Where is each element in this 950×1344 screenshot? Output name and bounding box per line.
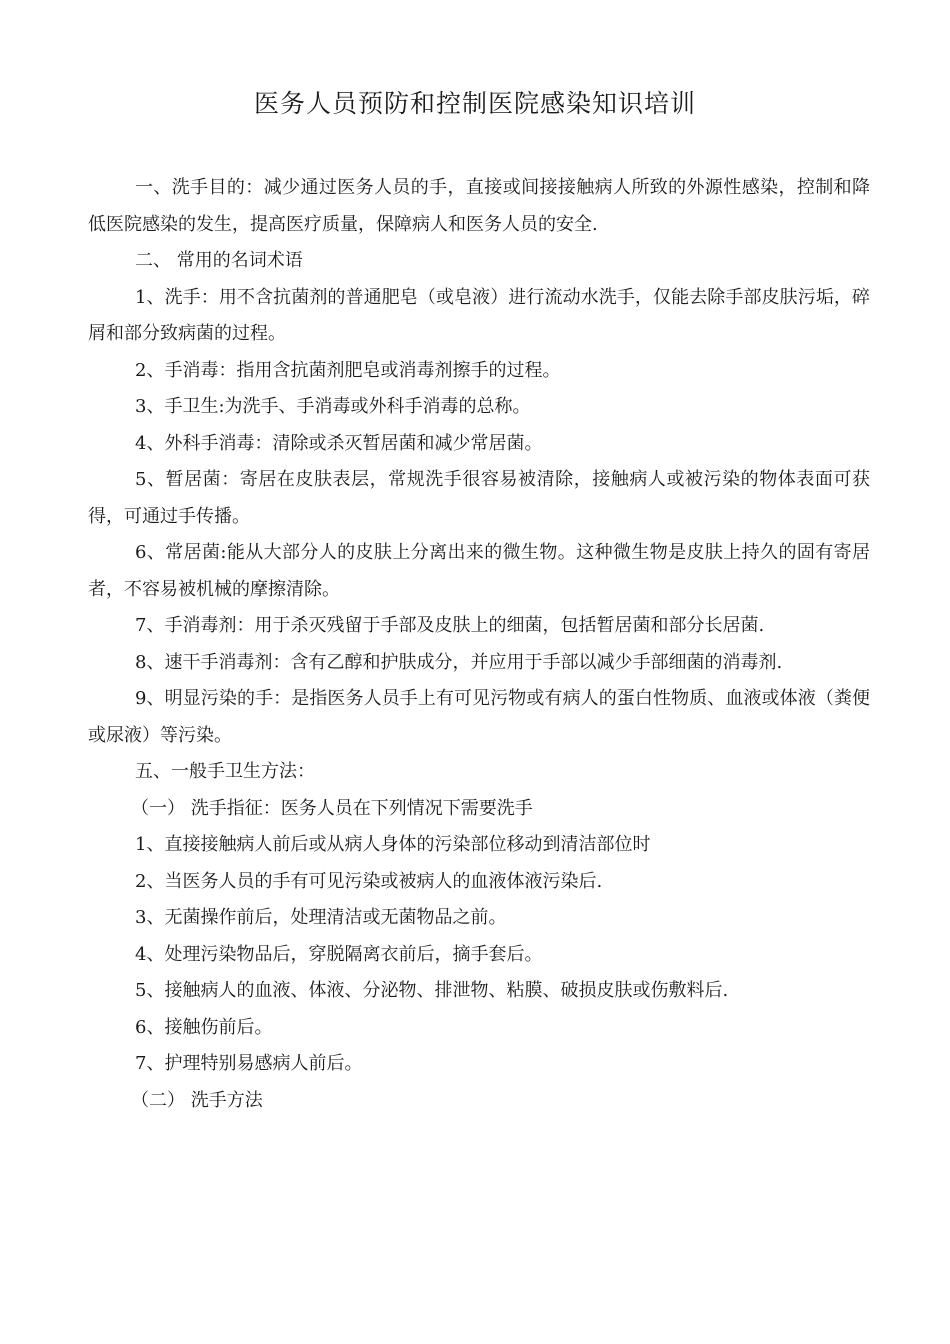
paragraph-term-6: 6、常居菌:能从大部分人的皮肤上分离出来的微生物。这种微生物是皮肤上持久的固有寄居者，不容易被机械的摩擦清除。 [88, 542, 870, 600]
paragraph-indication-5: 5、接触病人的血液、体液、分泌物、排泄物、粘膜、破损皮肤或伤敷料后. [135, 980, 729, 1001]
paragraph-terms-heading: 二、 常用的名词术语 [135, 250, 303, 271]
paragraph-indication-1: 1、直接接触病人前后或从病人身体的污染部位移动到清洁部位时 [135, 834, 651, 855]
paragraph-purpose: 一、洗手目的：减少通过医务人员的手，直接或间接接触病人所致的外源性感染，控制和降低医院感染的发生，提高医疗质量，保障病人和医务人员的安全. [88, 177, 870, 235]
paragraph-term-2: 2、手消毒：指用含抗菌剂肥皂或消毒剂擦手的过程。 [135, 359, 561, 381]
paragraph-indication-3: 3、无菌操作前后，处理清洁或无菌物品之前。 [135, 907, 507, 928]
paragraph-term-7: 7、手消毒剂：用于杀灭残留于手部及皮肤上的细菌，包括暂居菌和部分长居菌. [135, 615, 765, 636]
paragraph-term-5: 5、暂居菌：寄居在皮肤表层，常规洗手很容易被清除，接触病人或被污染的物体表面可获得，可通过手传播。 [88, 469, 870, 527]
paragraph-indication-2: 2、当医务人员的手有可见污染或被病人的血液体液污染后. [135, 870, 603, 892]
paragraph-term-3: 3、手卫生:为洗手、手消毒或外科手消毒的总称。 [135, 396, 531, 417]
paragraph-term-1: 1、洗手：用不含抗菌剂的普通肥皂（或皂液）进行流动水洗手，仅能去除手部皮肤污垢，碎屑和部分致病菌的过程。 [88, 286, 870, 344]
paragraph-subheading-method: （二） 洗手方法 [131, 1089, 263, 1111]
document-title: 医务人员预防和控制医院感染知识培训 [253, 89, 696, 118]
paragraph-term-4: 4、外科手消毒：清除或杀灭暂居菌和减少常居菌。 [135, 432, 543, 454]
paragraph-indication-7: 7、护理特别易感病人前后。 [135, 1053, 363, 1074]
paragraph-method-heading: 五、一般手卫生方法： [135, 761, 315, 782]
paragraph-indication-6: 6、接触伤前后。 [135, 1016, 273, 1038]
paragraph-indication-4: 4、处理污染物品后，穿脱隔离衣前后，摘手套后。 [135, 943, 543, 965]
paragraph-term-9: 9、明显污染的手：是指医务人员手上有可见污物或有病人的蛋白性物质、血液或体液（粪便或尿液）等污染。 [88, 688, 870, 746]
document-body [88, 170, 870, 1119]
paragraph-subheading-indications: （一） 洗手指征：医务人员在下列情况下需要洗手 [131, 797, 533, 819]
paragraph-term-8: 8、速干手消毒剂：含有乙醇和护肤成分，并应用于手部以减少手部细菌的消毒剂. [135, 651, 783, 673]
